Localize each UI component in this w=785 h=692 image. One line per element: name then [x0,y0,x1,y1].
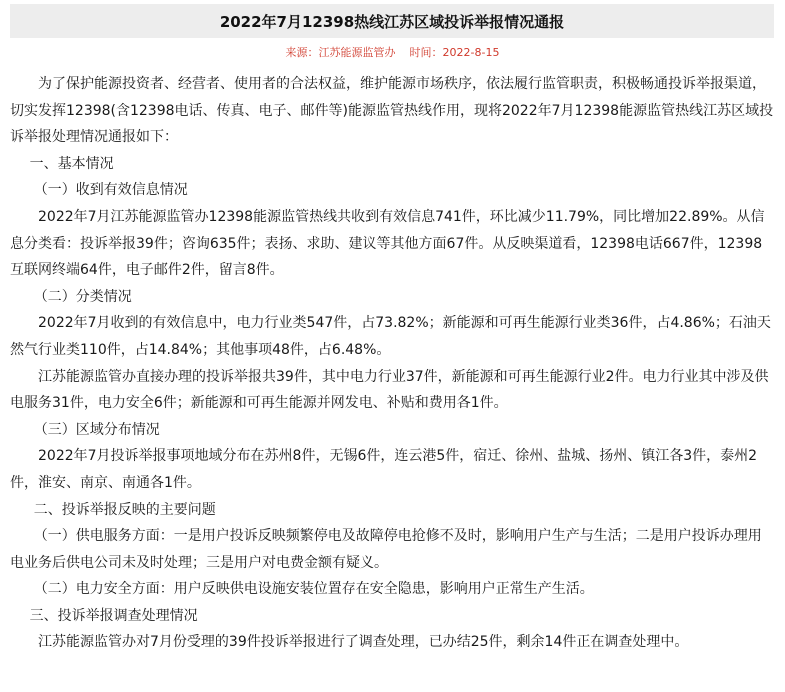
article-source: 来源：江苏能源监管办 [285,46,396,59]
paragraph-direct-handling: 江苏能源监管办直接办理的投诉举报共39件，其中电力行业37件，新能源和可再生能源行业2件。电力行业其中涉及供电服务31件，电力安全6件；新能源和可再生能源并网发电、补贴和费用各1件。 [10,368,769,412]
section-heading-handling: 三、投诉举报调查处理情况 [29,607,198,624]
paragraph-power-service: （一）供电服务方面：一是用户投诉反映频繁停电及故障停电抢修不及时，影响用户生产与生活；二是用户投诉办理用电业务后供电公司未及时处理；三是用户对电费金额有疑义。 [10,528,762,571]
article-body [10,71,774,656]
article-title-bar [10,4,774,38]
article-time: 时间：2022-8-15 [409,46,500,59]
subsection-heading-classification: （二）分类情况 [33,288,132,305]
article-meta [0,44,785,60]
subsection-heading-received: （一）收到有效信息情况 [33,182,188,199]
subsection-heading-region: （三）区域分布情况 [33,421,160,438]
paragraph-classification: 2022年7月收到的有效信息中，电力行业类547件，占73.82%；新能源和可再生能源行业类36件，占4.86%；石油天然气行业类110件，占14.84%；其他事项48件，占6.48%。 [10,315,771,358]
intro-paragraph: 为了保护能源投资者、经营者、使用者的合法权益，维护能源市场秩序，依法履行监管职责，积极畅通投诉举报渠道，切实发挥12398(含12398电话、传真、电子、邮件等)能源监管热线作用，现将2022年7月12398能源监管热线江苏区域投诉举报处理情况通报如下： [10,76,774,146]
paragraph-power-safety: （二）电力安全方面：用户反映供电设施安装位置存在安全隐患，影响用户正常生产生活。 [33,581,594,598]
paragraph-region: 2022年7月投诉举报事项地域分布在苏州8件，无锡6件，连云港5件，宿迁、徐州、盐城、扬州、镇江各3件，泰州2件，淮安、南京、南通各1件。 [10,448,758,491]
paragraph-received: 2022年7月江苏能源监管办12398能源监管热线共收到有效信息741件，环比减少11.79%，同比增加22.89%。从信息分类看：投诉举报39件；咨询635件；表扬、求助、建议等其他方面67件。从反映渠道看，12398电话667件，12398互联网终端64件，电子邮件2件，留言8件。 [10,208,765,279]
section-heading-issues: 二、投诉举报反映的主要问题 [33,501,216,518]
article-title: 2022年7月12398热线江苏区域投诉举报情况通报 [219,12,565,31]
section-heading-basic: 一、基本情况 [29,155,114,172]
paragraph-handling: 江苏能源监管办对7月份受理的39件投诉举报进行了调查处理，已办结25件，剩余14件正在调查处理中。 [38,634,689,651]
